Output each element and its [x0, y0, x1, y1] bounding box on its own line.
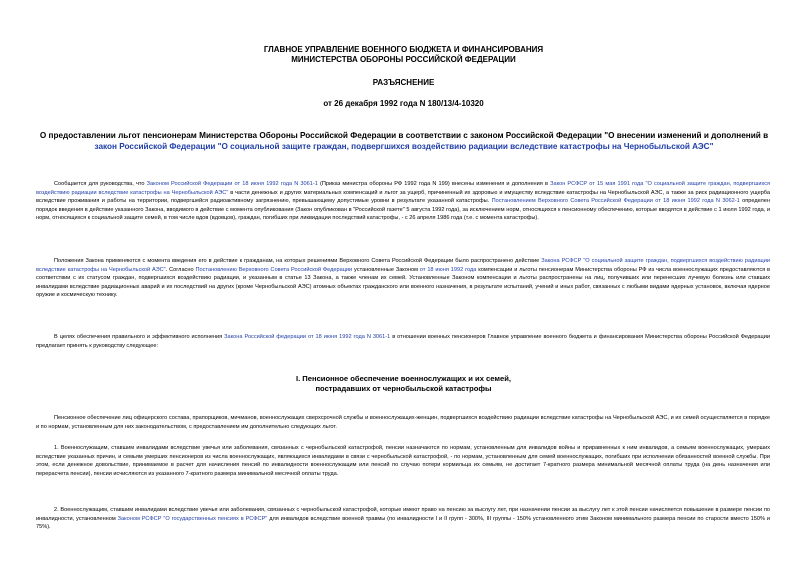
p2-link-resolution[interactable]: Постановлению Верховного Совета Российской Федерации	[195, 266, 353, 273]
p6-link-pension-law[interactable]: Законом РСФСР "О государственных пенсиях в РСФСР"	[117, 515, 268, 522]
title-law-link[interactable]: закон Российской Федерации "О социальной защите граждан, подвергшихся воздействию радиации вследствие катастрофы на Чернобыльской АЭС"	[94, 142, 714, 151]
paragraph-1	[36, 180, 770, 223]
org-name-line2: МИНИСТЕРСТВА ОБОРОНЫ РОССИЙСКОЙ ФЕДЕРАЦИИ	[291, 55, 516, 64]
p1-text-2: (Приказ министра обороны РФ 1992 года N 199) внесены изменения и дополнения в	[317, 181, 551, 187]
p1-link-resolution-3062-1[interactable]: Постановлением Верховного Совета Российской Федерации от 18 июня 1992 года N 3062-1	[491, 198, 740, 205]
p2-text-2: . Согласно	[165, 266, 196, 273]
p6-text-2: для инвалидов вследствие военной травмы (по инвалидности I и II групп - 300%, III группы - 150% установленного этим Законом минимального размера пенсии по старости вместо 150% и 75%).	[36, 515, 770, 531]
p6-text-1: 2. Военнослужащим, ставшим инвалидами вследствие увечья или заболевания, связанных с чернобыльской катастрофой, которые имеют право на пенсию за выслугу лет, при назначении пенсии за выслугу лет к этой пенсии начисляется повышение в размере пенсии по инвалидности, установленном	[36, 507, 770, 522]
document-title-text: О предоставлении льгот пенсионерам Министерства Обороны Российской Федерации в соответствии с законом Российской Федерации "О внесении изменений и дополнений в	[39, 131, 769, 140]
p2-text-3: установленные Законом	[352, 266, 420, 273]
p3-text-2: в отношении военных пенсионеров Главное управление военного бюджета и финансирования Министерства обороны Российской Федерации предлагает принять к руководству следующее:	[36, 334, 770, 349]
paragraph-2	[36, 257, 770, 300]
p1-text-4: определен порядок введения в действие указанного Закона, вводимого в действие с момента опубликования (Закон опубликован в "Российской газете" 5 августа 1992 года), за исключением норм, относящихся к пенсионному обеспечению, которые вводятся в действие с 1 июля 1992 года, и норм, относящихся к социальной защите семей, в том числе вдов (вдовцов), граждан, погибших при ликвидации последствий катастрофы, - с 26 апреля 1986 года (т.е. с момента катастрофы).	[36, 198, 770, 222]
org-name-line1: ГЛАВНОЕ УПРАВЛЕНИЕ ВОЕННОГО БЮДЖЕТА И ФИНАНСИРОВАНИЯ	[263, 45, 544, 54]
p1-link-law-3061-1[interactable]: Законом Российской Федерации от 18 июня 1992 года N 3061-1	[146, 181, 318, 187]
p5-text-1: 1. Военнослужащим, ставшим инвалидами вследствие увечья или заболевания, связанных с чернобыльской катастрофой, пенсии назначаются по нормам, установленным для инвалидов войны и приравненных к ним инвалидов, а семьям военнослужащих, умерших вследствие указанных причин, и семьям умерших пенсионеров из числа военнослужащих, являющихся инвалидами в связи с чернобыльской катастрофой, - по нормам, установленным для семей военнослужащих, погибших при исполнении обязанностей военной службы. При этом, если денежное довольствие, принимаемое в расчет для начисления пенсий по инвалидности военнослужащим или пенсий по случаю потери кормильца их семьям, не достигает 7-кратного размера минимальной месячной оплаты труда (на день назначения или перерасчета пенсии), пенсии исчисляются из указанного 7-кратного размера минимальной месячной оплаты труда.	[36, 445, 770, 477]
p1-text-1: Сообщается для руководства, что	[54, 181, 147, 187]
p4-text-1: Пенсионное обеспечение лиц офицерского состава, прапорщиков, мичманов, военнослужащих сверхсрочной службы и военнослужащих-женщин, подвергшихся воздействию радиации вследствие катастрофы на Чернобыльской АЭС, и их семей осуществляется в порядке и по нормам, установленным для них законодательством, с предоставлением им дополнительно следующих льгот.	[36, 415, 770, 430]
p2-text-4: компенсации и льготы пенсионерам Министерства обороны РФ из числа военнослужащих предоставляются в соответствии с их статусом граждан, подвергшихся воздействию радиации, и указанным в статье 13 Закона, а также членам их семей. Установленные Законом компенсации и льготы распространены на лиц, получивших или перенесших лучевую болезнь или ставших инвалидами вследствие радиационных аварий и их последствий на других (кроме Чернобыльской АЭС) атомных объектах гражданского или военного назначения, в результате испытаний, учений и иных работ, связанных с любыми видами ядерных установок, включая ядерное оружие и космическую технику.	[36, 266, 771, 299]
document-type: РАЗЪЯСНЕНИЕ	[372, 78, 435, 87]
p2-link-law-rsfsr[interactable]: Закона РСФСР "О социальной защите граждан, подвергшихся воздействию радиации вследствие катастрофы на Чернобыльской АЭС"	[36, 258, 771, 273]
section-heading-line1: I. Пенсионное обеспечение военнослужащих и их семей,	[295, 374, 512, 383]
paragraph-5	[36, 444, 770, 478]
paragraph-6	[36, 506, 770, 532]
paragraph-3	[36, 333, 770, 350]
p1-text-3: в части денежных и других материальных компенсаций и льгот за ущерб, причиненный их здоровью и имуществу вследствие катастрофы на Чернобыльской АЭС, а также за риск радиационного ущерба вследствие проживания и работы на территории, подвергшейся радиоактивному загрязнению, превышающему допустимые уровни в результате указанной катастрофы.	[36, 189, 770, 205]
p2-text-1: Положения Закона применяются с момента введения его в действие к гражданам, на которых решениями Верховного Совета Российской Федерации было распространено действие	[54, 258, 542, 264]
p3-text-1: В целях обеспечения правильного и эффективного исполнения	[54, 334, 225, 340]
paragraph-4	[36, 414, 770, 431]
document-title	[30, 130, 778, 152]
p1-link-law-rsfsr-1991[interactable]: Закон РСФСР от 15 мая 1991 года "О социальной защите граждан, подвергшихся воздействию радиации вследствие катастрофы на Чернобыльской АЭС"	[36, 181, 771, 196]
p3-link-law-3061-1[interactable]: Закона Российской федерации от 18 июня 1992 года N 3061-1	[224, 334, 391, 340]
p2-link-law-date[interactable]: от 18 июня 1992 года	[419, 266, 477, 273]
document-date-number: от 26 декабря 1992 года N 180/13/4-10320	[323, 99, 484, 108]
section-heading-line2: пострадавших от чернобыльской катастрофы	[315, 384, 492, 393]
